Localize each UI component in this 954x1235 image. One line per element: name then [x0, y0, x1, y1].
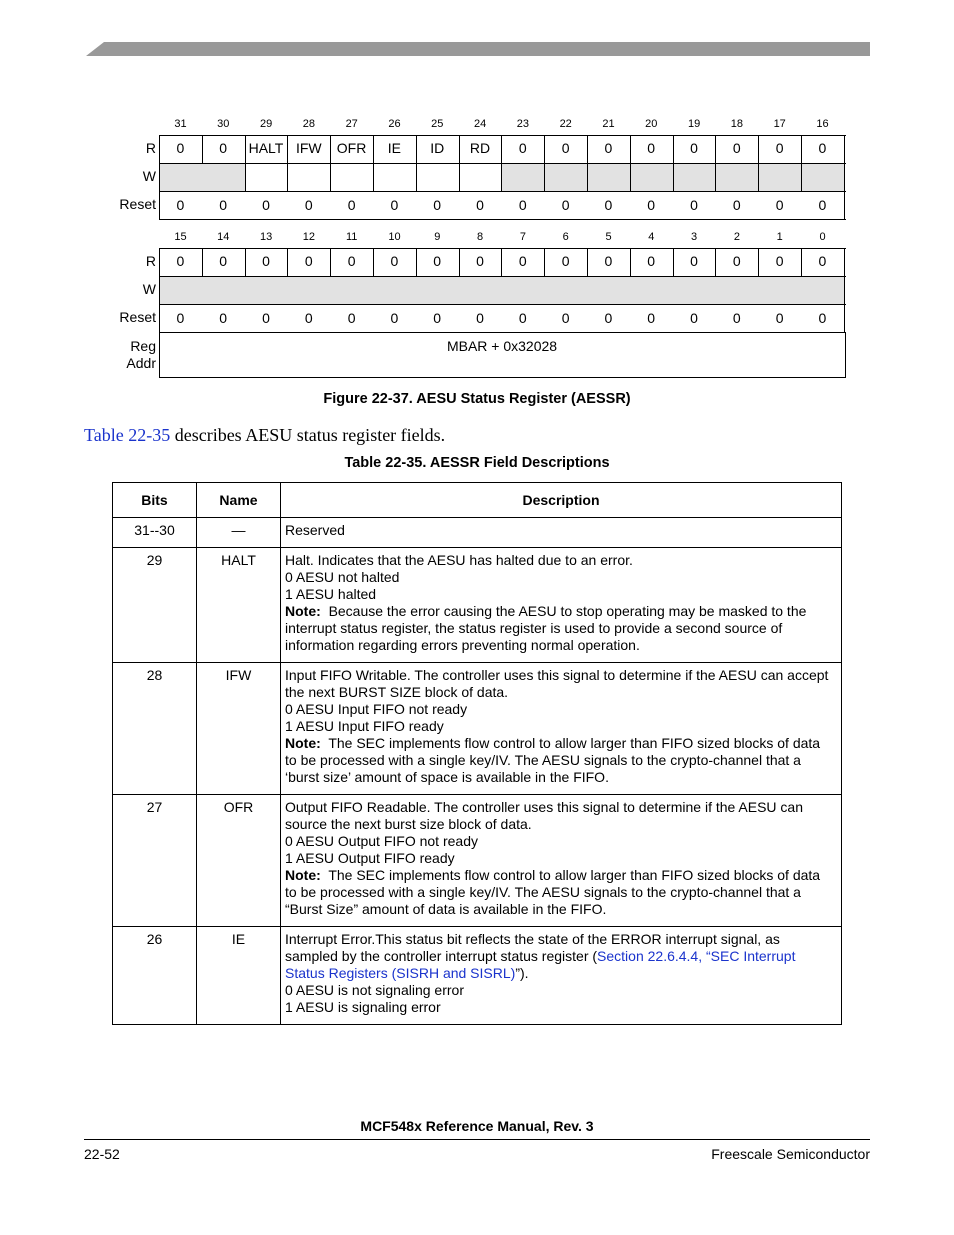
read-value: IE [387, 140, 402, 156]
bit-number: 12 [302, 231, 316, 243]
read-value: RD [469, 140, 491, 156]
section-link[interactable]: Section 22.6.4.4, “SEC Interrupt Status Registers (SISRH and SISRL) [285, 948, 796, 981]
grid-line [630, 163, 631, 191]
bit-number: 2 [733, 231, 740, 243]
note-text: The SEC implements flow control to allow larger than FIFO sized blocks of data to be processed with a single key/IV. The AESU signals to the crypto-channel that a ‘burst size’ amount of space is available in the FIFO. [285, 735, 821, 785]
write-shaded-cell [159, 163, 245, 191]
bit-number: 28 [302, 118, 316, 130]
description-line: 0 AESU not halted [285, 569, 400, 585]
read-value: 0 [347, 253, 356, 269]
bit-number: 29 [259, 118, 273, 130]
note [285, 735, 835, 786]
description-line: 1 AESU is signaling error [285, 999, 441, 1015]
write-shaded-cell [501, 163, 544, 191]
intro-paragraph [84, 425, 445, 446]
grid-line [159, 276, 846, 277]
reset-value: 0 [476, 310, 484, 326]
row-label-r: R [145, 140, 156, 156]
bit-number: 0 [819, 231, 826, 243]
bit-number: 14 [217, 231, 230, 243]
read-value: 0 [219, 140, 228, 156]
grid-line [673, 163, 674, 191]
note-text: The SEC implements flow control to allow larger than FIFO sized blocks of data to be processed with a single key/IV. The AESU signals to the crypto-channel that a “Burst Size” amount of data is available in the FIFO. [285, 867, 821, 917]
description-line: Output FIFO Readable. The controller uses this signal to determine if the AESU can source the next burst size block of data. [285, 799, 804, 832]
row-bits: 31--30 [113, 518, 197, 548]
bit-number: 18 [730, 118, 744, 130]
note-label: Note: [285, 867, 321, 883]
reset-value: 0 [604, 197, 613, 213]
bit-number: 20 [645, 118, 658, 130]
table-caption: Table 22-35. AESSR Field Descriptions [344, 455, 610, 471]
description-line: 0 AESU Input FIFO not ready [285, 701, 468, 717]
description-line: 0 AESU Output FIFO not ready [285, 833, 478, 849]
reset-value: 0 [818, 310, 827, 326]
grid-line [245, 163, 246, 191]
bit-number: 26 [388, 118, 401, 130]
reset-value: 0 [219, 197, 228, 213]
bit-number: 22 [559, 118, 572, 130]
read-value: 0 [219, 253, 228, 269]
row-label-reset: Reset [119, 309, 156, 325]
reset-value: 0 [433, 197, 442, 213]
row-label-w: W [142, 168, 156, 184]
row-name: OFR [197, 795, 281, 927]
row-label-reset: Reset [119, 196, 156, 212]
grid-line [159, 332, 846, 333]
reset-value: 0 [647, 310, 656, 326]
grid-line [159, 304, 846, 305]
read-value: 0 [433, 253, 442, 269]
reset-value: 0 [390, 310, 399, 326]
description-line: Halt. Indicates that the AESU has halted due to an error. [285, 552, 633, 568]
read-value: 0 [176, 140, 185, 156]
row-bits: 26 [113, 927, 197, 1025]
reset-value: 0 [561, 310, 570, 326]
row-bits: 29 [113, 548, 197, 663]
table-row [113, 663, 842, 795]
reset-value: 0 [176, 310, 185, 326]
bit-number: 3 [691, 231, 698, 243]
description-text: ”). [515, 965, 529, 981]
grid-line [801, 163, 802, 191]
field-descriptions-table [112, 482, 842, 1025]
grid-line [159, 191, 846, 192]
reset-value: 0 [518, 197, 527, 213]
reset-value: 0 [818, 197, 827, 213]
read-value: HALT [248, 140, 284, 156]
description-text: Interrupt Error.This status bit reflects the state of the ERROR interrupt signal, as sampled by the controller interrupt status register ( [285, 931, 780, 964]
row-description [281, 795, 842, 927]
table-row [113, 518, 842, 548]
reset-value: 0 [647, 197, 656, 213]
grid-line [287, 163, 288, 191]
grid-line [416, 163, 417, 191]
bit-number: 23 [516, 118, 530, 130]
bit-number: 9 [434, 231, 441, 243]
reset-value: 0 [476, 197, 484, 213]
bit-number: 10 [388, 231, 401, 243]
note [285, 867, 835, 918]
reset-value: 0 [732, 310, 741, 326]
note [285, 603, 835, 654]
read-value: 0 [176, 253, 185, 269]
header-bits: Bits [113, 483, 197, 518]
read-value: 0 [518, 140, 527, 156]
row-bits: 27 [113, 795, 197, 927]
header-description: Description [281, 483, 842, 518]
read-value: 0 [647, 140, 656, 156]
bit-number: 4 [648, 231, 655, 243]
bit-number: 19 [687, 118, 701, 130]
read-value: 0 [604, 253, 613, 269]
row-label-addr: Addr [126, 355, 156, 371]
write-shaded-cell [673, 163, 716, 191]
footer-company: Freescale Semiconductor [711, 1146, 870, 1162]
read-value: 0 [647, 253, 656, 269]
read-value: 0 [390, 253, 399, 269]
bit-number: 30 [217, 118, 230, 130]
bit-number: 24 [473, 118, 487, 130]
row-name: IFW [197, 663, 281, 795]
row-description [281, 663, 842, 795]
description-line: 1 AESU Input FIFO ready [285, 718, 444, 734]
read-value: 0 [262, 253, 270, 269]
table-row [113, 927, 842, 1025]
footer-page-number: 22-52 [84, 1146, 120, 1162]
grid-line [159, 219, 846, 220]
bit-number: 31 [174, 118, 187, 130]
reset-value: 0 [347, 310, 356, 326]
intro-text: describes AESU status register fields. [170, 425, 446, 445]
read-value: 0 [476, 253, 484, 269]
bit-number: 16 [816, 118, 829, 130]
table-row [113, 548, 842, 663]
reset-value: 0 [219, 310, 228, 326]
reset-value: 0 [347, 197, 356, 213]
write-shaded-cell [758, 163, 801, 191]
register-address: MBAR + 0x32028 [446, 338, 558, 354]
footer-rule [84, 1139, 870, 1140]
row-name: — [197, 518, 281, 548]
figure-caption: Figure 22-37. AESU Status Register (AESSR) [323, 391, 631, 407]
read-value: 0 [561, 253, 570, 269]
read-value: 0 [775, 253, 784, 269]
reset-value: 0 [604, 310, 613, 326]
grid-line [715, 163, 716, 191]
note-label: Note: [285, 735, 321, 751]
reset-value: 0 [176, 197, 185, 213]
description-line: 1 AESU Output FIFO ready [285, 850, 455, 866]
bit-number: 25 [431, 118, 444, 130]
description-line: 0 AESU is not signaling error [285, 982, 464, 998]
grid-line [845, 332, 846, 378]
row-description [281, 927, 842, 1025]
bit-number: 1 [776, 231, 783, 243]
footer-manual-title: MCF548x Reference Manual, Rev. 3 [360, 1118, 594, 1134]
row-bits: 28 [113, 663, 197, 795]
read-value: 0 [690, 140, 698, 156]
write-shaded-cell [587, 163, 630, 191]
bit-number: 8 [477, 231, 484, 243]
read-value: 0 [304, 253, 313, 269]
table-row [113, 795, 842, 927]
write-shaded-cell [544, 163, 587, 191]
read-value: 0 [690, 253, 698, 269]
grid-line [459, 163, 460, 191]
grid-line [758, 163, 759, 191]
note-label: Note: [285, 603, 321, 619]
row-label-w: W [142, 281, 156, 297]
read-value: 0 [518, 253, 527, 269]
grid-line [159, 163, 846, 164]
reset-value: 0 [304, 310, 313, 326]
read-value: 0 [561, 140, 570, 156]
description-line: Input FIFO Writable. The controller uses this signal to determine if the AESU can accept the next BURST SIZE block of data. [285, 667, 829, 700]
read-value: 0 [775, 140, 784, 156]
reset-value: 0 [690, 197, 698, 213]
table-header-row [113, 483, 842, 518]
grid-line [587, 163, 588, 191]
grid-line [544, 163, 545, 191]
grid-line [159, 135, 846, 136]
bit-number: 21 [602, 118, 615, 130]
bit-number: 17 [773, 118, 786, 130]
write-shaded-cell [801, 163, 844, 191]
read-value: 0 [732, 253, 741, 269]
grid-line [159, 248, 846, 249]
reset-value: 0 [775, 197, 784, 213]
note-text: Because the error causing the AESU to stop operating may be masked to the interrupt status register, the status register is used to provide a second source of information regarding errors preventing normal operation. [285, 603, 807, 653]
write-shaded-cell [630, 163, 673, 191]
read-value: OFR [336, 140, 367, 156]
bit-number: 6 [562, 231, 569, 243]
bit-number: 13 [259, 231, 273, 243]
row-label-reg: Reg [130, 338, 156, 354]
write-shaded-cell [159, 276, 845, 304]
bit-number: 15 [174, 231, 187, 243]
bit-number: 5 [605, 231, 612, 243]
row-label-r: R [145, 253, 156, 269]
table-link[interactable]: Table 22-35 [84, 425, 171, 445]
grid-line [844, 248, 845, 332]
read-value: IFW [295, 140, 322, 156]
header-name: Name [197, 483, 281, 518]
bit-number: 11 [345, 231, 358, 243]
bit-number: 7 [519, 231, 526, 243]
row-name: HALT [197, 548, 281, 663]
description-line: 1 AESU halted [285, 586, 377, 602]
bit-number: 27 [345, 118, 358, 130]
grid-line [844, 135, 845, 219]
reset-value: 0 [304, 197, 313, 213]
read-value: 0 [818, 140, 827, 156]
read-value: 0 [818, 253, 827, 269]
read-value: ID [430, 140, 445, 156]
row-name: IE [197, 927, 281, 1025]
write-shaded-cell [715, 163, 758, 191]
reset-value: 0 [690, 310, 698, 326]
grid-line [330, 163, 331, 191]
reset-value: 0 [775, 310, 784, 326]
reset-value: 0 [390, 197, 399, 213]
reset-value: 0 [518, 310, 527, 326]
grid-line [373, 163, 374, 191]
grid-line [159, 377, 846, 378]
row-description [281, 548, 842, 663]
description-line: Reserved [285, 522, 345, 538]
read-value: 0 [604, 140, 613, 156]
grid-line [501, 163, 502, 191]
row-description [281, 518, 842, 548]
reset-value: 0 [262, 310, 270, 326]
header-bar [86, 42, 870, 56]
read-value: 0 [732, 140, 741, 156]
reset-value: 0 [433, 310, 442, 326]
reset-value: 0 [732, 197, 741, 213]
reset-value: 0 [262, 197, 270, 213]
reset-value: 0 [561, 197, 570, 213]
